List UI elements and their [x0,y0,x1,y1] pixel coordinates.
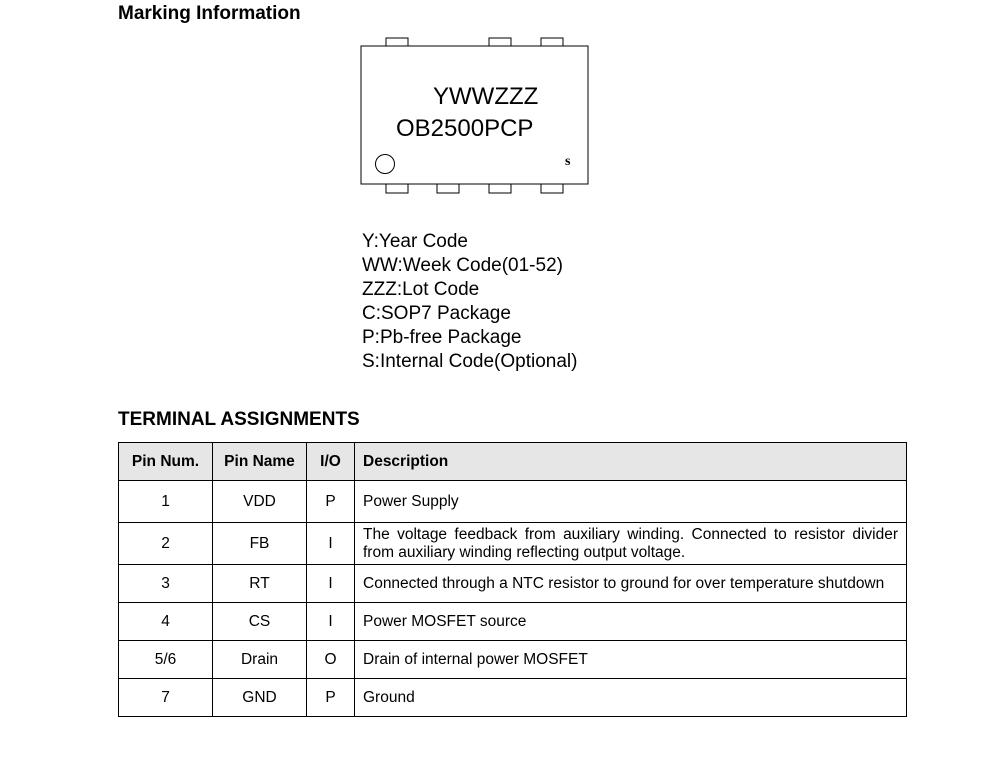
cell-description: Power Supply [355,481,907,523]
bottom-pin [386,184,408,193]
legend-item: ZZZ:Lot Code [362,279,480,300]
table-row [119,565,907,603]
header-description: Description [355,443,907,481]
cell-pin: 7 [119,679,213,717]
cell-description: Power MOSFET source [355,603,907,641]
header-io: I/O [307,443,355,481]
table-row [119,481,907,523]
marking-information-heading: Marking Information [118,3,301,24]
chip-line1: YWWZZZ [433,83,539,110]
terminal-table [118,442,907,717]
legend-item: P:Pb-free Package [362,327,522,348]
bottom-pin [437,184,459,193]
cell-description: The voltage feedback from auxiliary winding. Connected to resistor divider from auxiliary winding reflecting output voltage. [355,523,907,565]
chip-line2: OB2500PCP [396,115,534,142]
table-row [119,523,907,565]
cell-name: FB [213,523,307,565]
chip-s-mark: s [565,154,571,169]
terminal-assignments-heading: TERMINAL ASSIGNMENTS [118,409,360,430]
legend-item: S:Internal Code(Optional) [362,351,578,372]
cell-name: GND [213,679,307,717]
header-pin-name: Pin Name [213,443,307,481]
cell-description: Connected through a NTC resistor to ground for over temperature shutdown [355,565,907,603]
cell-pin: 1 [119,481,213,523]
chip-package-diagram [0,0,991,230]
cell-io: P [307,481,355,523]
cell-description: Drain of internal power MOSFET [355,641,907,679]
cell-description: Ground [355,679,907,717]
cell-pin: 4 [119,603,213,641]
cell-pin: 5/6 [119,641,213,679]
cell-name: Drain [213,641,307,679]
marking-legend [362,230,577,374]
legend-item: Y:Year Code [362,231,468,252]
bottom-pin [541,184,563,193]
cell-io: I [307,523,355,565]
cell-io: I [307,603,355,641]
cell-io: I [307,565,355,603]
cell-io: O [307,641,355,679]
cell-name: RT [213,565,307,603]
legend-item: C:SOP7 Package [362,303,511,324]
bottom-pin [489,184,511,193]
cell-io: P [307,679,355,717]
cell-pin: 2 [119,523,213,565]
cell-name: VDD [213,481,307,523]
table-row [119,603,907,641]
header-pin-num: Pin Num. [119,443,213,481]
legend-item: WW:Week Code(01-52) [362,255,563,276]
table-row [119,679,907,717]
cell-pin: 3 [119,565,213,603]
cell-name: CS [213,603,307,641]
table-header-row [119,443,907,481]
table-row [119,641,907,679]
